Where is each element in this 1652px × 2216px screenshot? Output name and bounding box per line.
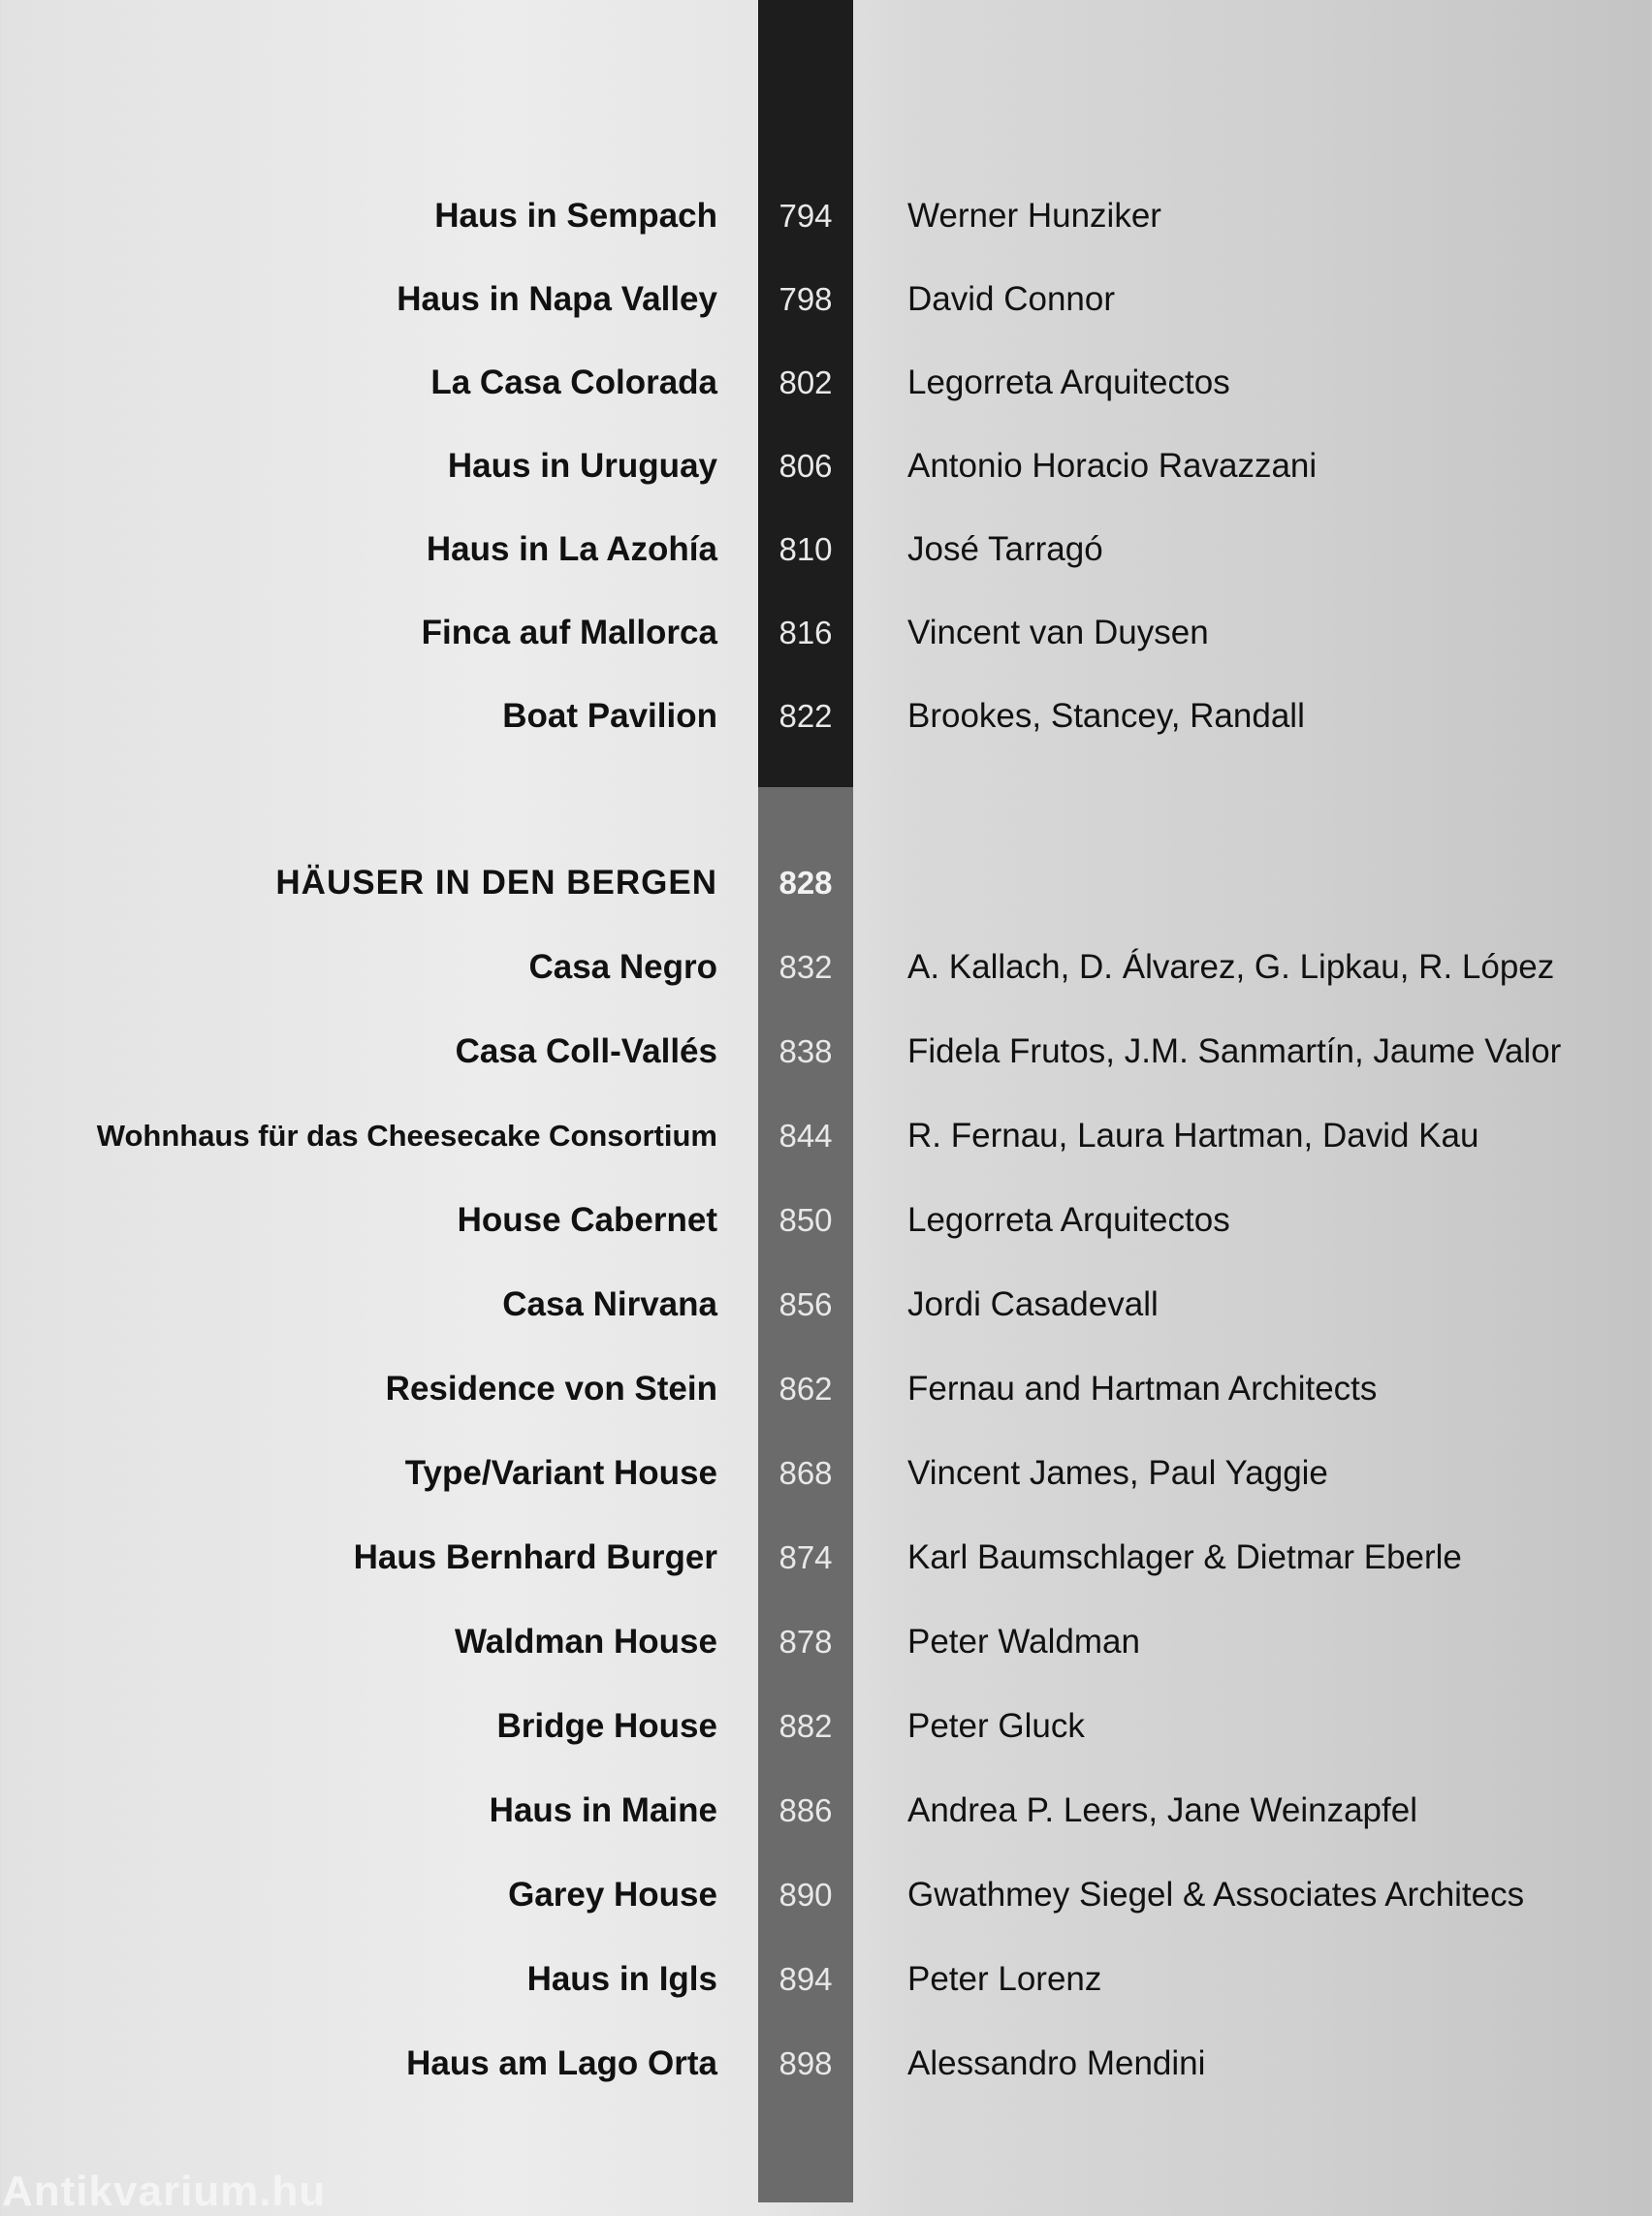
toc-entry bbox=[0, 1529, 1652, 1587]
entry-page-number: 816 bbox=[778, 615, 833, 650]
entry-page-number: 794 bbox=[778, 198, 833, 234]
toc-entry bbox=[0, 1107, 1652, 1165]
entry-page-number: 850 bbox=[778, 1202, 833, 1238]
entry-architect: Legorreta Arquitectos bbox=[907, 364, 1230, 401]
entry-title: Casa Nirvana bbox=[502, 1285, 717, 1323]
entry-title: La Casa Colorada bbox=[430, 364, 717, 401]
entry-page-number: 874 bbox=[778, 1539, 833, 1575]
entry-page-number: 844 bbox=[778, 1118, 833, 1154]
toc-entry bbox=[0, 1950, 1652, 2009]
entry-page-number: 822 bbox=[778, 698, 833, 734]
toc-entry bbox=[0, 687, 1652, 745]
toc-entry bbox=[0, 1444, 1652, 1503]
toc-entry bbox=[0, 187, 1652, 245]
entry-page-number: 832 bbox=[778, 949, 833, 985]
entry-architect: Legorreta Arquitectos bbox=[907, 1201, 1230, 1239]
entry-page-number: 838 bbox=[778, 1033, 833, 1069]
entry-title: Bridge House bbox=[496, 1707, 717, 1745]
entry-page-number: 878 bbox=[778, 1624, 833, 1660]
entry-page-number: 882 bbox=[778, 1708, 833, 1744]
entry-architect: José Tarragó bbox=[907, 530, 1103, 568]
entry-title: House Cabernet bbox=[457, 1201, 717, 1239]
toc-section-heading bbox=[0, 854, 1652, 912]
toc-entry bbox=[0, 270, 1652, 329]
entry-title: Haus in Napa Valley bbox=[397, 280, 717, 318]
entry-title: Wohnhaus für das Cheesecake Consortium bbox=[96, 1119, 717, 1153]
entry-architect: Fidela Frutos, J.M. Sanmartín, Jaume Valor bbox=[907, 1032, 1562, 1070]
entry-page-number: 890 bbox=[778, 1877, 833, 1913]
entry-architect: Alessandro Mendini bbox=[907, 2044, 1206, 2082]
toc-entry bbox=[0, 938, 1652, 997]
entry-architect: Andrea P. Leers, Jane Weinzapfel bbox=[907, 1791, 1417, 1829]
toc-entry bbox=[0, 354, 1652, 412]
entry-architect: Peter Waldman bbox=[907, 1623, 1140, 1661]
toc-entry bbox=[0, 1613, 1652, 1671]
entry-title: Casa Negro bbox=[528, 948, 717, 986]
entry-architect: Karl Baumschlager & Dietmar Eberle bbox=[907, 1538, 1462, 1576]
toc-entry bbox=[0, 521, 1652, 579]
entry-architect: Gwathmey Siegel & Associates Architecs bbox=[907, 1876, 1525, 1914]
entry-architect: Brookes, Stancey, Randall bbox=[907, 697, 1305, 735]
toc-entry bbox=[0, 437, 1652, 495]
entry-page-number: 862 bbox=[778, 1371, 833, 1407]
entry-title: Haus Bernhard Burger bbox=[353, 1538, 717, 1576]
entry-title: Haus in Maine bbox=[489, 1791, 717, 1829]
entry-page-number: 856 bbox=[778, 1286, 833, 1322]
entry-architect: Werner Hunziker bbox=[907, 197, 1161, 235]
entry-page-number: 802 bbox=[778, 364, 833, 400]
toc-entry bbox=[0, 1276, 1652, 1334]
entry-architect: R. Fernau, Laura Hartman, David Kau bbox=[907, 1117, 1479, 1155]
toc-entry bbox=[0, 604, 1652, 662]
entry-title: Haus in Igls bbox=[526, 1960, 717, 1998]
entry-title: Finca auf Mallorca bbox=[421, 614, 717, 651]
entry-page-number: 898 bbox=[778, 2045, 833, 2081]
entry-page-number: 806 bbox=[778, 448, 833, 484]
entry-architect: Peter Gluck bbox=[907, 1707, 1085, 1745]
entry-page-number: 894 bbox=[778, 1961, 833, 1997]
toc-entry bbox=[0, 1782, 1652, 1840]
entry-title: Casa Coll-Vallés bbox=[455, 1032, 717, 1070]
toc-entry bbox=[0, 1360, 1652, 1418]
entry-title: Haus in Sempach bbox=[434, 197, 717, 235]
entry-title: Type/Variant House bbox=[404, 1454, 717, 1492]
entry-architect: Vincent James, Paul Yaggie bbox=[907, 1454, 1328, 1492]
entry-architect: David Connor bbox=[907, 280, 1115, 318]
entry-page-number: 868 bbox=[778, 1455, 833, 1491]
toc-entry bbox=[0, 2035, 1652, 2093]
entry-title: Haus in Uruguay bbox=[447, 447, 717, 485]
entry-title: Waldman House bbox=[455, 1623, 717, 1661]
entry-architect: Peter Lorenz bbox=[907, 1960, 1102, 1998]
watermark-text: Antikvarium.hu bbox=[2, 2168, 327, 2215]
section-page-number: 828 bbox=[778, 865, 833, 901]
entry-architect: Vincent van Duysen bbox=[907, 614, 1209, 651]
section-title: HÄUSER IN DEN BERGEN bbox=[275, 864, 717, 902]
entry-architect: Antonio Horacio Ravazzani bbox=[907, 447, 1318, 485]
entry-architect: Fernau and Hartman Architects bbox=[907, 1370, 1378, 1408]
entry-page-number: 886 bbox=[778, 1792, 833, 1828]
toc-entry bbox=[0, 1191, 1652, 1250]
entry-architect: A. Kallach, D. Álvarez, G. Lipkau, R. López bbox=[907, 948, 1555, 986]
toc-entry bbox=[0, 1697, 1652, 1756]
entry-title: Haus in La Azohía bbox=[426, 530, 717, 568]
toc-entry bbox=[0, 1023, 1652, 1081]
entry-title: Residence von Stein bbox=[385, 1370, 717, 1408]
toc-entry bbox=[0, 1866, 1652, 1924]
entry-title: Haus am Lago Orta bbox=[406, 2044, 717, 2082]
entry-title: Boat Pavilion bbox=[502, 697, 717, 735]
entry-page-number: 810 bbox=[778, 531, 833, 567]
entry-architect: Jordi Casadevall bbox=[907, 1285, 1159, 1323]
entry-page-number: 798 bbox=[778, 281, 833, 317]
entry-title: Garey House bbox=[508, 1876, 717, 1914]
